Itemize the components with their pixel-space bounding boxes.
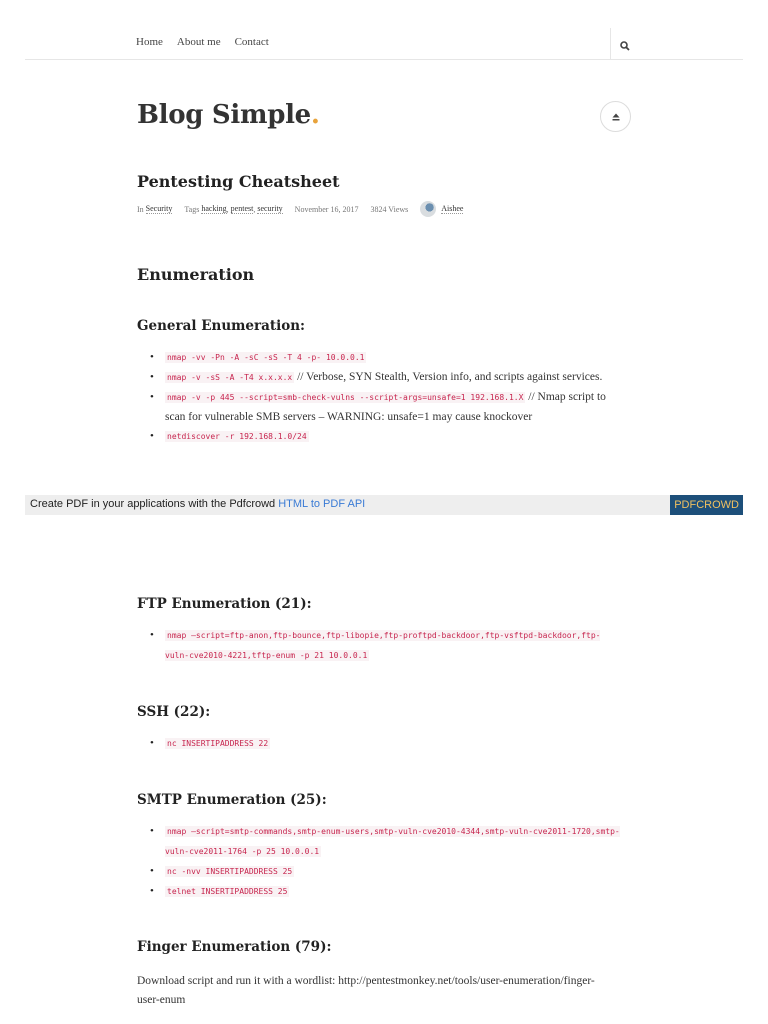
- code-snippet: nmap -v -p 445 --script=smb-check-vulns --script-args=unsafe=1 192.168.1.X: [167, 393, 524, 402]
- finger-paragraph: Download script and run it with a wordlist: http://pentestmonkey.net/tools/user-enumeration/finger-user-enum: [137, 975, 595, 1006]
- post-title: Pentesting Cheatsheet: [137, 172, 340, 191]
- meta-tag-link[interactable]: pentest: [230, 204, 254, 213]
- nav-links: [136, 36, 269, 48]
- code-snippet: nmap –script=ftp-anon,ftp-bounce,ftp-libopie,ftp-proftpd-backdoor,ftp-vsftpd-backdoor,ftp-vuln-cve2010-4221,tftp-enum -p 21 10.0.0.1: [165, 631, 601, 660]
- nav-divider: [610, 28, 611, 60]
- code-snippet: nmap -vv -Pn -A -sC -sS -T 4 -p- 10.0.0.1: [167, 353, 365, 362]
- nav-link-home[interactable]: Home: [136, 36, 163, 48]
- meta-author-link[interactable]: Aishee: [441, 204, 464, 213]
- list-item: [150, 822, 620, 862]
- list-item: [150, 882, 620, 902]
- meta-date: November 16, 2017: [294, 204, 359, 214]
- pdf-banner-text: [30, 498, 365, 510]
- nav-link-contact[interactable]: Contact: [234, 36, 269, 48]
- list-item: [150, 427, 620, 447]
- pdf-banner-message: Create PDF in your applications with the Pdfcrowd: [30, 498, 276, 510]
- ftp-enumeration-list: [150, 626, 620, 666]
- item-description: // Nmap script to scan for vulnerable SMB servers – WARNING: unsafe=1 may cause knockover: [165, 391, 606, 423]
- site-title[interactable]: [137, 100, 320, 130]
- site-title-text: Blog Simple: [137, 100, 311, 130]
- list-item: [150, 348, 620, 368]
- meta-views: 3824 Views: [370, 204, 409, 214]
- search-icon[interactable]: [620, 36, 634, 50]
- code-snippet: nmap –script=smtp-commands,smtp-enum-users,smtp-vuln-cve2010-4344,smtp-vuln-cve2011-1720,smtp-vuln-cve2011-1764 -p 25 10.0.0.1: [165, 827, 620, 856]
- code-snippet: nmap -v -sS -A -T4 x.x.x.x: [167, 373, 293, 382]
- list-item: [150, 388, 620, 427]
- ssh-list: [150, 734, 620, 754]
- code-snippet: telnet INSERTIPADDRESS 25: [167, 887, 288, 896]
- top-navigation: [25, 28, 743, 60]
- meta-tag-link[interactable]: security: [257, 204, 283, 213]
- meta-tag-link[interactable]: hacking: [201, 204, 227, 213]
- pdf-banner-link[interactable]: HTML to PDF API: [278, 498, 366, 510]
- smtp-enumeration-list: [150, 822, 620, 902]
- meta-in-label: In: [137, 204, 144, 214]
- section-heading-enumeration: Enumeration: [137, 265, 255, 284]
- avatar: [420, 201, 436, 217]
- site-title-dot: .: [310, 100, 320, 130]
- code-snippet: netdiscover -r 192.168.1.0/24: [167, 432, 307, 441]
- heading-ftp-enumeration: FTP Enumeration (21):: [137, 596, 312, 612]
- heading-general-enumeration: General Enumeration:: [137, 318, 306, 334]
- heading-smtp-enumeration: SMTP Enumeration (25):: [137, 792, 327, 808]
- meta-tags-label: Tags: [184, 204, 200, 214]
- meta-category-link[interactable]: Security: [145, 204, 173, 213]
- eject-icon[interactable]: [600, 101, 631, 132]
- pdf-banner: [25, 495, 743, 515]
- post-meta: In Security Tags hacking , pentest , security November 16, 2017 3824 Views Aishee: [137, 201, 463, 217]
- heading-ssh: SSH (22):: [137, 704, 211, 720]
- heading-finger-enumeration: Finger Enumeration (79):: [137, 939, 332, 955]
- code-snippet: nc -nvv INSERTIPADDRESS 25: [167, 867, 293, 876]
- list-item: [150, 368, 620, 388]
- pdfcrowd-logo[interactable]: PDFCROWD: [670, 495, 743, 515]
- list-item: [150, 626, 620, 666]
- code-snippet: nc INSERTIPADDRESS 22: [167, 739, 269, 748]
- item-description: // Verbose, SYN Stealth, Version info, and scripts against services.: [294, 371, 603, 383]
- nav-link-about[interactable]: About me: [176, 36, 221, 48]
- general-enumeration-list: [150, 348, 620, 447]
- list-item: [150, 862, 620, 882]
- list-item: [150, 734, 620, 754]
